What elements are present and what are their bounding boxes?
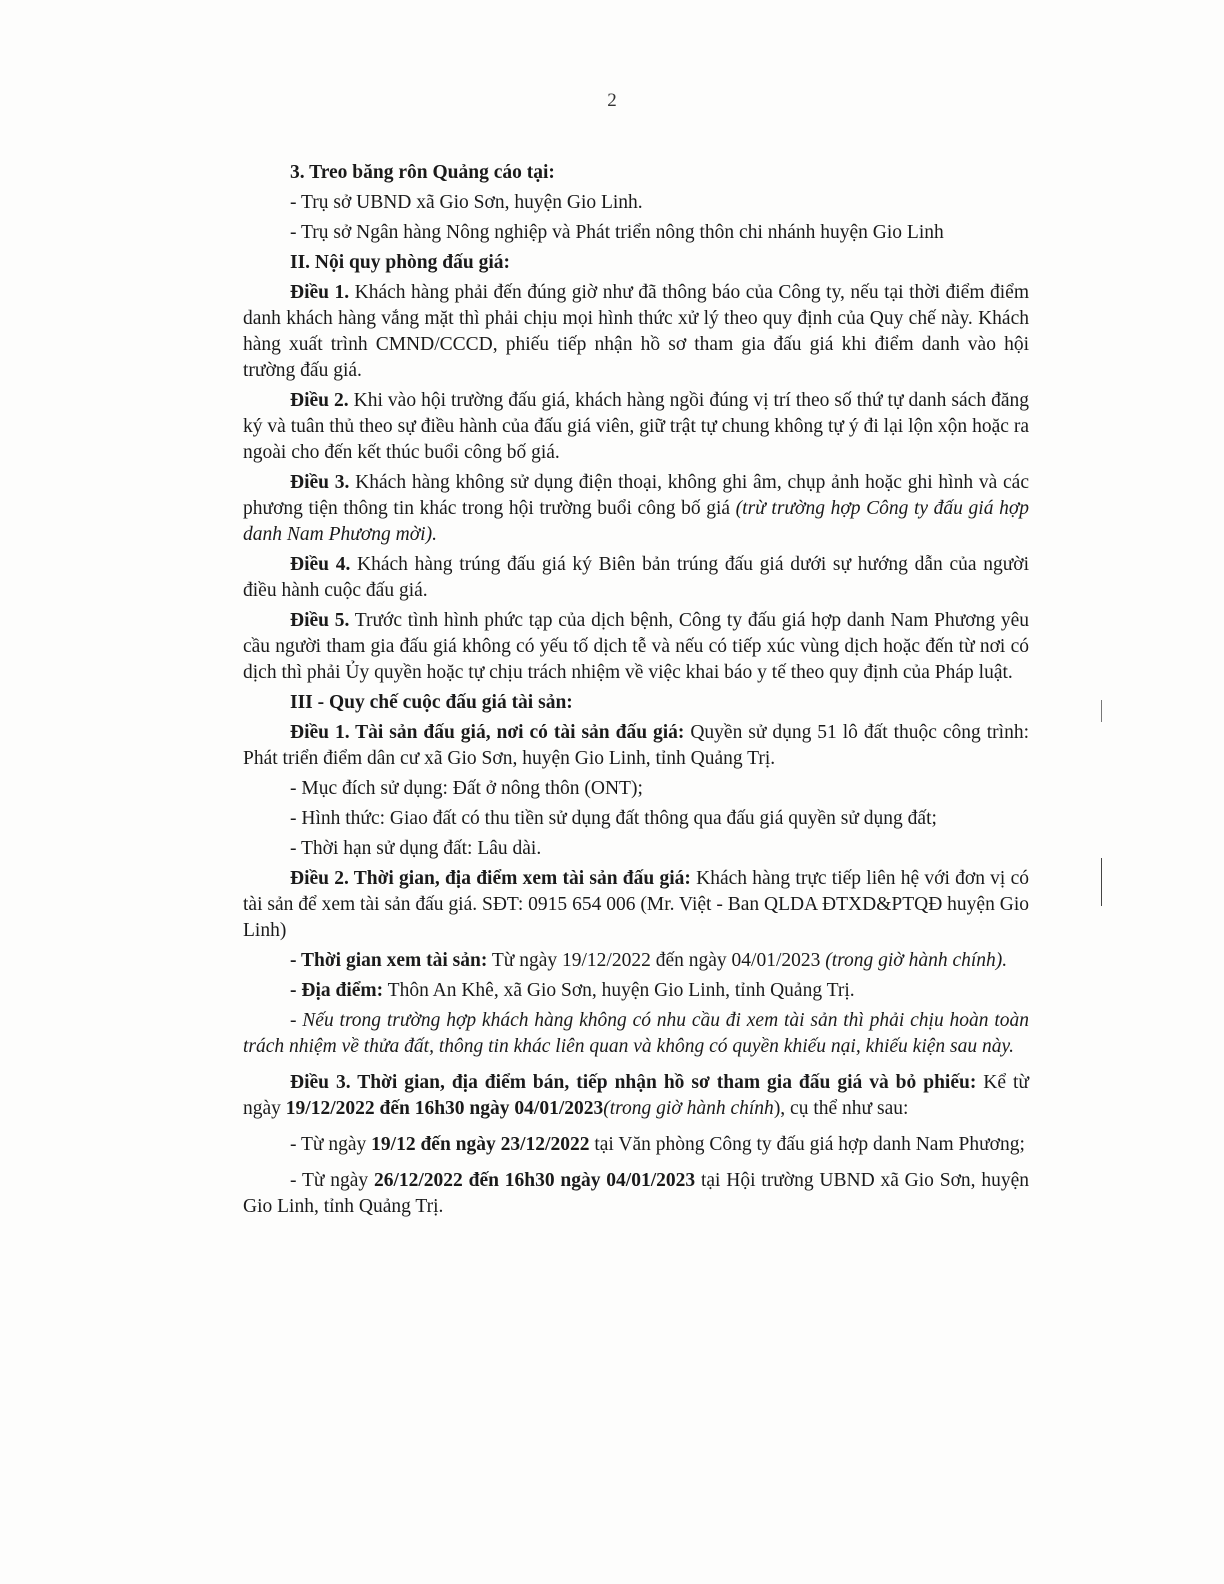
article-2-time xyxy=(243,948,1029,974)
article-3-label: Điều 3. Thời gian, địa điểm bán, tiếp nhận hồ sơ tham gia đấu giá và bỏ phiếu: xyxy=(290,1072,977,1093)
article-1-item-3: - Thời hạn sử dụng đất: Lâu dài. xyxy=(290,838,542,859)
article-3-office-hours: (trong giờ hành chính xyxy=(603,1098,774,1119)
article-3-text-1: Kể từ ngày xyxy=(243,1072,1029,1119)
article-2-paragraph xyxy=(243,866,1029,944)
article-2-place-text: Thôn An Khê, xã Gio Sơn, huyện Gio Linh, tỉnh Quảng Trị. xyxy=(383,980,855,1001)
rule-5-label: Điều 5. xyxy=(290,610,350,631)
article-1-item-2: - Hình thức: Giao đất có thu tiền sử dụng đất thông qua đấu giá quyền sử dụng đất; xyxy=(290,808,937,829)
article-2-time-label: - Thời gian xem tài sản: xyxy=(290,950,488,971)
section-3-item-1: - Trụ sở UBND xã Gio Sơn, huyện Gio Linh. xyxy=(290,192,643,213)
rule-2-paragraph xyxy=(243,388,1029,466)
rule-3-text: Khách hàng không sử dụng điện thoại, không ghi âm, chụp ảnh hoặc ghi hình và các phương tiện thông tin khác trong hội trường buổi công bố giá xyxy=(243,472,1029,519)
article-3-paragraph xyxy=(243,1070,1029,1122)
article-1-text: Quyền sử dụng 51 lô đất thuộc công trình: Phát triển điểm dân cư xã Gio Sơn, huyện Gio Linh, tỉnh Quảng Trị. xyxy=(243,722,1029,769)
rule-5-paragraph xyxy=(243,608,1029,686)
rule-3-label: Điều 3. xyxy=(290,472,350,493)
rule-1-label: Điều 1. xyxy=(290,282,350,303)
article-2-place xyxy=(243,978,1029,1004)
rule-2-text: Khi vào hội trường đấu giá, khách hàng ngồi đúng vị trí theo số thứ tự danh sách đăng ký và tuân thủ theo sự điều hành của đấu giá viên, giữ trật tự chung không tự ý đi lại lộn xộn hoặc ra ngoài cho đến kết thúc buổi công bố giá. xyxy=(243,390,1029,463)
document-body xyxy=(243,160,1029,1224)
rule-4-text: Khách hàng trúng đấu giá ký Biên bản trúng đấu giá dưới sự hướng dẫn của người điều hành cuộc đấu giá. xyxy=(243,554,1029,601)
scan-margin-line xyxy=(1101,858,1102,906)
section-iii-heading: III - Quy chế cuộc đấu giá tài sản: xyxy=(290,692,573,713)
article-3-text-2: ), cụ thể như sau: xyxy=(773,1098,909,1119)
article-2-time-italic: (trong giờ hành chính). xyxy=(825,950,1008,971)
article-3-item-b-text-2: tại Hội trường UBND xã Gio Sơn, huyện Gio Linh, tỉnh Quảng Trị. xyxy=(243,1170,1029,1217)
article-2-text: Khách hàng trực tiếp liên hệ với đơn vị có tài sản để xem tài sản đấu giá. SĐT: 0915 654 006 (Mr. Việt - Ban QLDA ĐTXD&PTQĐ huyện Gio Linh) xyxy=(243,868,1029,941)
scan-margin-mark xyxy=(1101,700,1102,722)
rule-1-paragraph xyxy=(243,280,1029,384)
article-1-paragraph xyxy=(243,720,1029,772)
rule-5-text: Trước tình hình phức tạp của dịch bệnh, Công ty đấu giá hợp danh Nam Phương yêu cầu người tham gia đấu giá không có yếu tố dịch tễ và nếu có tiếp xúc vùng dịch hoặc đến từ nơi có dịch thì phải Ủy quyền hoặc tự chịu trách nhiệm về việc khai báo y tế theo quy định của Pháp luật. xyxy=(243,610,1029,683)
article-2-label: Điều 2. Thời gian, địa điểm xem tài sản đấu giá: xyxy=(290,868,691,889)
article-3-item-a-dates: 19/12 đến ngày 23/12/2022 xyxy=(371,1134,590,1155)
article-1-label: Điều 1. Tài sản đấu giá, nơi có tài sản đấu giá: xyxy=(290,722,685,743)
article-3-item-b xyxy=(243,1168,1029,1220)
page-number: 2 xyxy=(607,90,617,111)
article-3-item-a-text-2: tại Văn phòng Công ty đấu giá hợp danh Nam Phương; xyxy=(589,1134,1025,1155)
rule-2-label: Điều 2. xyxy=(290,390,349,411)
article-1-item-1: - Mục đích sử dụng: Đất ở nông thôn (ONT); xyxy=(290,778,643,799)
rule-3-paragraph xyxy=(243,470,1029,548)
article-2-place-label: - Địa điểm: xyxy=(290,980,384,1001)
section-3-item-2: - Trụ sở Ngân hàng Nông nghiệp và Phát triển nông thôn chi nhánh huyện Gio Linh xyxy=(290,222,944,243)
section-ii-heading: II. Nội quy phòng đấu giá: xyxy=(290,252,511,273)
article-3-item-a xyxy=(243,1132,1029,1158)
rule-1-text: Khách hàng phải đến đúng giờ như đã thông báo của Công ty, nếu tại thời điểm điểm danh khách hàng vắng mặt thì phải chịu mọi hình thức xử lý theo quy định của Quy chế này. Khách hàng xuất trình CMND/CCCD, phiếu tiếp nhận hồ sơ tham gia đấu giá khi điểm danh vào hội trường đấu giá. xyxy=(243,282,1030,381)
article-2-note: - Nếu trong trường hợp khách hàng không có nhu cầu đi xem tài sản thì phải chịu hoàn toàn trách nhiệm về thửa đất, thông tin khác liên quan và không có quyền khiếu nại, khiếu kiện sau này. xyxy=(243,1010,1029,1057)
article-3-item-a-text-1: - Từ ngày xyxy=(290,1134,372,1155)
article-3-item-b-dates: 26/12/2022 đến 16h30 ngày 04/01/2023 xyxy=(373,1170,696,1191)
rule-4-label: Điều 4. xyxy=(290,554,351,575)
section-3-heading: 3. Treo băng rôn Quảng cáo tại: xyxy=(290,162,555,183)
article-3-dates: 19/12/2022 đến 16h30 ngày 04/01/2023 xyxy=(285,1098,604,1119)
rule-4-paragraph xyxy=(243,552,1029,604)
article-2-time-text: Từ ngày 19/12/2022 đến ngày 04/01/2023 xyxy=(487,950,826,971)
rule-3-italic: (trừ trường hợp Công ty đấu giá hợp danh Nam Phương mời). xyxy=(243,498,1029,545)
article-3-item-b-text-1: - Từ ngày xyxy=(290,1170,374,1191)
